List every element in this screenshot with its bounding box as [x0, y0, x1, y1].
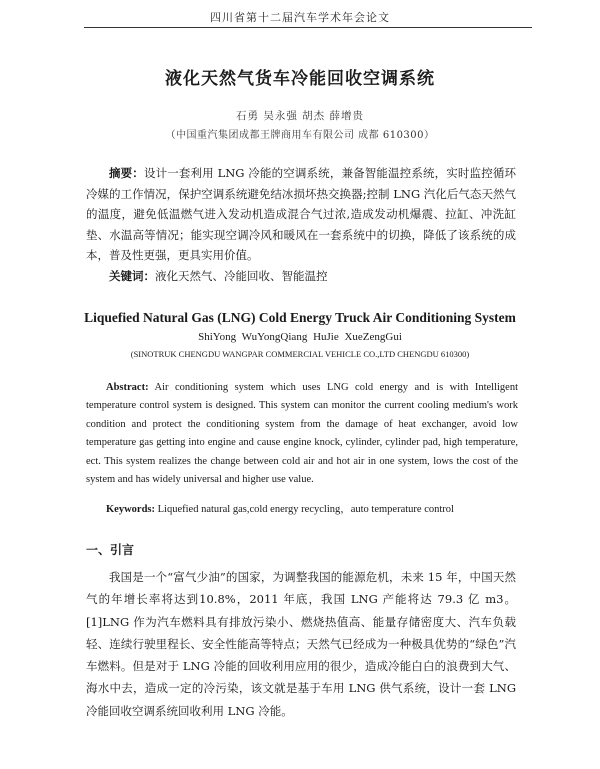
abstract-en-label: Abstract:: [106, 382, 149, 393]
paper-title-en: Liquefied Natural Gas (LNG) Cold Energy Truck Air Conditioning System: [84, 310, 516, 325]
keywords-en-label: Keywords:: [106, 504, 155, 515]
abstract-en: [86, 379, 518, 489]
abstract-en-text: Air conditioning system which uses LNG cold energy and is with Intelligent temperature control system is designed. This system can monitor the current cooling medium's work condition and protect the conditioning system from the damage of heat exchanger, avoid low temperature gas getting into engine and cause engine knock, cylinder, cylinder pad, high temperature, ect. This system realizes the change between cold air and hot air in one system, lows the cost of the system and has widely universal and higher use value.: [86, 382, 518, 486]
section-heading-intro: 一、引言: [86, 543, 135, 557]
keywords-en-text: Liquefied natural gas,cold energy recycling，auto temperature control: [157, 504, 454, 515]
keywords-cn-label: 关键词：: [109, 269, 155, 283]
abstract-cn-label: 摘要：: [109, 166, 144, 180]
abstract-cn: [86, 163, 516, 266]
header-rule: [84, 27, 532, 28]
abstract-cn-text: 设计一套利用 LNG 冷能的空调系统，兼备智能温控系统，实时监控循环冷媒的工作情况，保护空调系统避免结冰损坏热交换器;控制 LNG 汽化后气态天然气的温度，避免低温燃气进入发动机造成混合气过浓,造成发动机爆震、拉缸、冲洗缸垫、水温高等情况；能实现空调冷风和暖风在一套系统中的切换，降低了该系统的成本，普及性更强，更具实用价值。: [86, 166, 516, 262]
intro-paragraph: 我国是一个“富气少油”的国家，为调整我国的能源危机，未来 15 年，中国天然气的年增长率将达到10.8%，2011 年底，我国 LNG 产能将达 79.3 亿 m3。[1]LNG 作为汽车燃料具有排放污染小、燃烧热值高、能量存储密度大、汽车负载轻、连续行驶里程长、安全性能高等特点；天然气已经成为一种极具优势的“绿色”汽车燃料。但是对于 LNG 冷能的回收利用应用的很少，造成冷能白白的浪费到大气、海水中去，造成一定的冷污染，该文就是基于车用 LNG 供气系统，设计一套 LNG 冷能回收空调系统回收利用 LNG 冷能。: [86, 570, 516, 718]
authors-en: ShiYong WuYongQiang HuJie XueZengGui: [198, 331, 402, 343]
authors-cn: 石勇 吴永强 胡杰 薛增贵: [235, 110, 364, 122]
running-header: 四川省第十二届汽车学术年会论文: [210, 11, 390, 24]
affiliation-en: (SINOTRUK CHENGDU WANGPAR COMMERCIAL VEHICLE CO.,LTD CHENGDU 610300): [130, 349, 470, 359]
affiliation-cn: （中国重汽集团成都王牌商用车有限公司 成都 610300）: [165, 130, 435, 141]
keywords-en: [106, 501, 526, 519]
keywords-cn: [109, 266, 509, 286]
paper-title-cn: 液化天然气货车冷能回收空调系统: [165, 69, 435, 89]
keywords-cn-text: 液化天然气、冷能回收、智能温控: [155, 269, 328, 283]
